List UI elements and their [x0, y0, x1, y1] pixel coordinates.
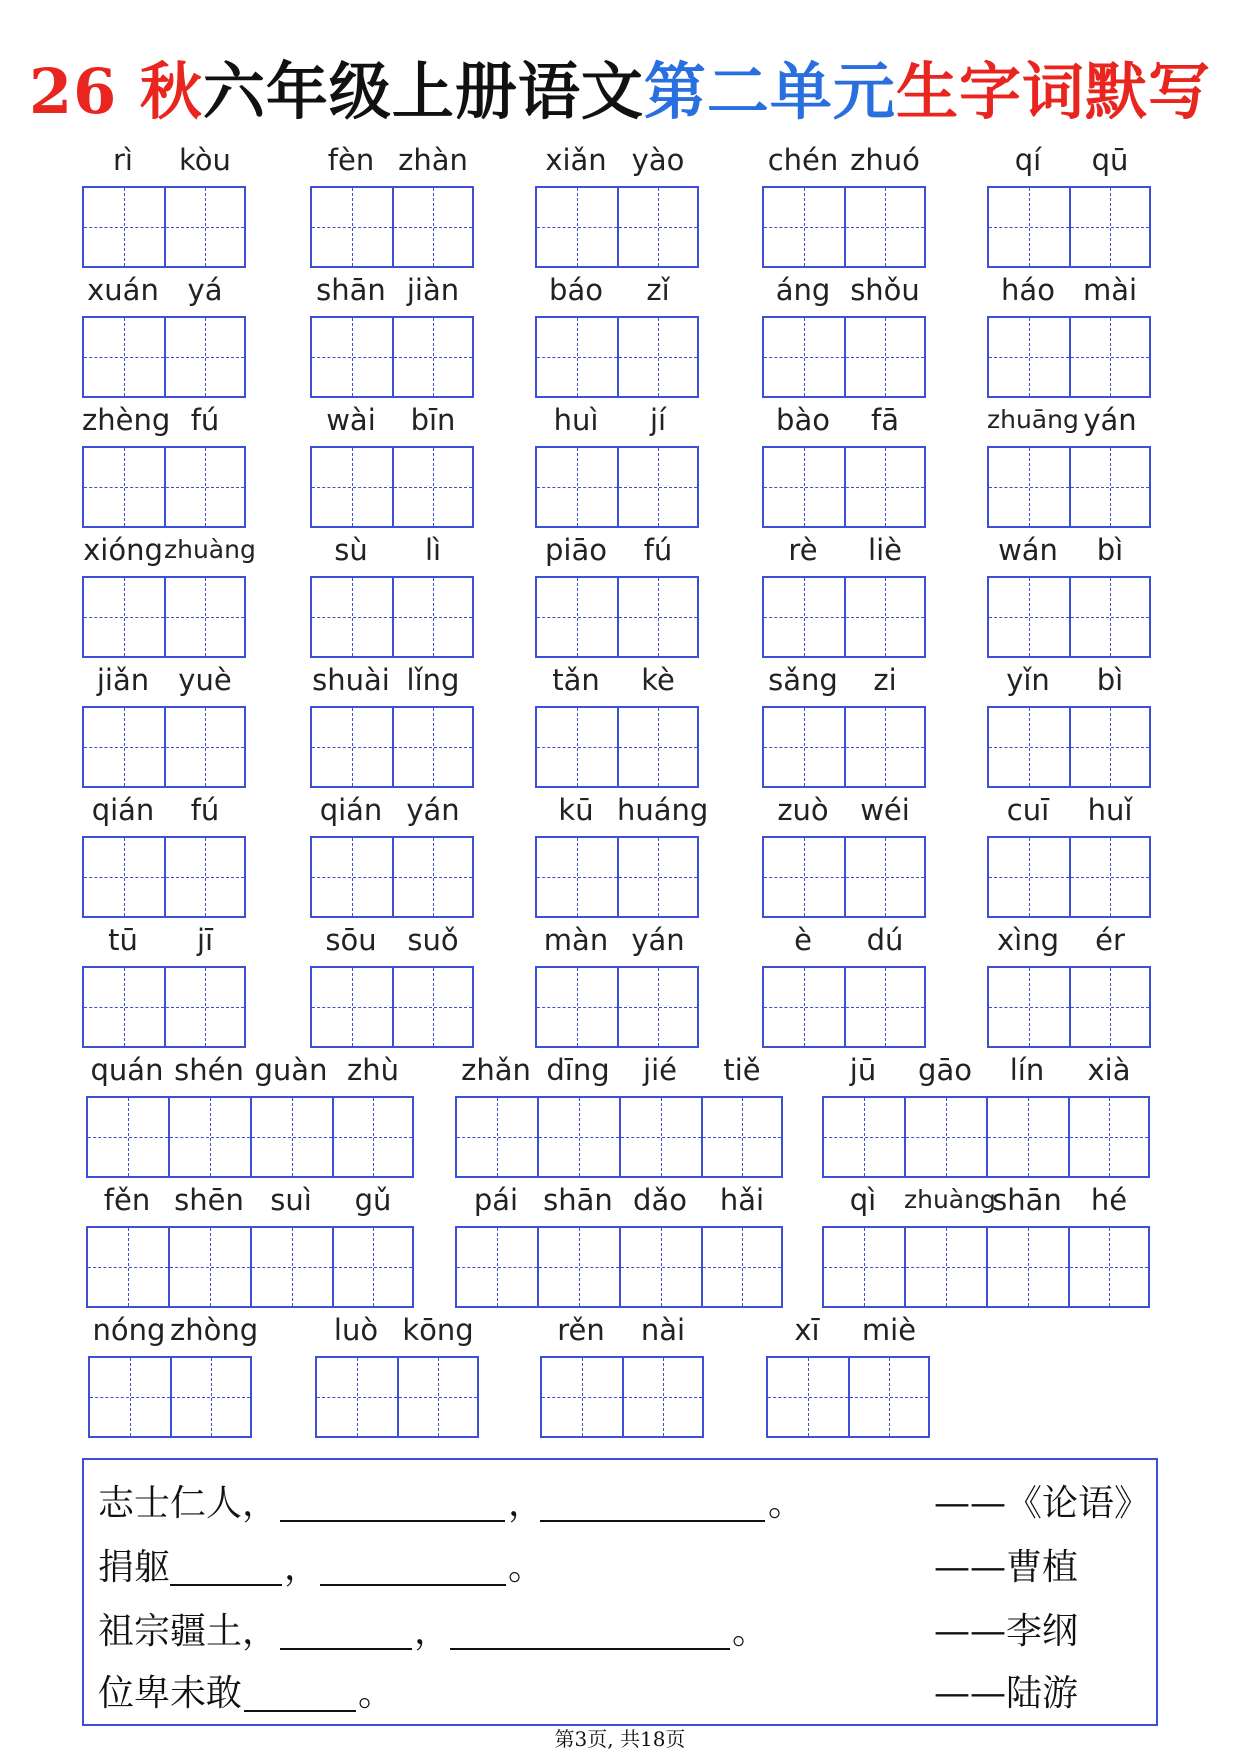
pinyin-label: xià	[1087, 1053, 1131, 1087]
pinyin-label: rè	[788, 533, 818, 567]
character-box[interactable]	[1069, 576, 1151, 658]
pinyin-label: sù	[334, 533, 368, 567]
poem-line-3-author: ——李纲	[934, 1611, 1079, 1652]
pinyin-label: tǎn	[552, 663, 600, 697]
pinyin-label: zhù	[347, 1053, 399, 1087]
pinyin-label: yá	[187, 273, 223, 307]
pinyin-label: zǐ	[646, 273, 670, 307]
character-box[interactable]	[392, 186, 474, 268]
poem-line-2-end: 。	[508, 1547, 545, 1588]
poem-line-1-blank-1[interactable]	[280, 1520, 505, 1522]
character-box[interactable]	[392, 316, 474, 398]
character-box[interactable]	[762, 706, 846, 788]
poem-line-1-end: 。	[768, 1483, 805, 1524]
pinyin-label: fèn	[327, 143, 375, 177]
pinyin-label: zhàn	[398, 143, 468, 177]
character-box[interactable]	[701, 1226, 783, 1308]
pinyin-label: wài	[326, 403, 376, 437]
character-box[interactable]	[310, 576, 394, 658]
pinyin-label: xiǎn	[545, 143, 607, 177]
character-box[interactable]	[766, 1356, 850, 1438]
poem-line-4-text: 位卑未敢	[98, 1673, 243, 1714]
poem-line-2-blank-1[interactable]	[170, 1584, 282, 1586]
character-box[interactable]	[397, 1356, 479, 1438]
character-box[interactable]	[455, 1226, 539, 1308]
pinyin-label: suǒ	[407, 923, 459, 957]
pinyin-label: dǎo	[633, 1183, 687, 1217]
title-topic: 生字词默写	[895, 55, 1211, 128]
character-box[interactable]	[535, 186, 619, 268]
character-box[interactable]	[762, 966, 846, 1048]
pinyin-label: màn	[543, 923, 609, 957]
pinyin-label: shuài	[312, 663, 390, 697]
character-box[interactable]	[904, 1096, 988, 1178]
pinyin-label: jié	[643, 1053, 677, 1087]
character-box[interactable]	[987, 186, 1071, 268]
poem-line-3-end: 。	[732, 1611, 769, 1652]
pinyin-label: jiàn	[406, 273, 460, 307]
poem-line-3-blank-2[interactable]	[450, 1648, 730, 1650]
character-box[interactable]	[987, 706, 1071, 788]
pinyin-label: dú	[866, 923, 904, 957]
pinyin-label: bì	[1096, 663, 1124, 697]
pinyin-label: qū	[1091, 143, 1129, 177]
character-box[interactable]	[168, 1226, 252, 1308]
pinyin-label: fěn	[103, 1183, 151, 1217]
character-box[interactable]	[535, 966, 619, 1048]
character-box[interactable]	[392, 706, 474, 788]
pinyin-label: xī	[794, 1313, 820, 1347]
poem-line-2-blank-2[interactable]	[320, 1584, 506, 1586]
pinyin-label: jiǎn	[96, 663, 150, 697]
pinyin-label: fā	[871, 403, 899, 437]
character-box[interactable]	[392, 966, 474, 1048]
pinyin-label: pái	[473, 1183, 519, 1217]
character-box[interactable]	[164, 186, 246, 268]
pinyin-label: mài	[1082, 273, 1138, 307]
character-box[interactable]	[762, 316, 846, 398]
pinyin-label: lín	[1009, 1053, 1045, 1087]
character-box[interactable]	[310, 446, 394, 528]
pinyin-label: nài	[640, 1313, 686, 1347]
character-box[interactable]	[844, 186, 926, 268]
character-box[interactable]	[844, 316, 926, 398]
character-box[interactable]	[535, 576, 619, 658]
pinyin-label: qì	[849, 1183, 877, 1217]
pinyin-label: tiě	[723, 1053, 761, 1087]
pinyin-label: tū	[108, 923, 138, 957]
character-box[interactable]	[164, 836, 246, 918]
pinyin-label: nóng	[92, 1313, 166, 1347]
poem-line-3-sep: ，	[414, 1611, 451, 1652]
character-box[interactable]	[617, 186, 699, 268]
pinyin-label: è	[794, 923, 812, 957]
character-box[interactable]	[1069, 966, 1151, 1048]
pinyin-label: chén	[767, 143, 839, 177]
pinyin-label: zhǎn	[461, 1053, 531, 1087]
character-box[interactable]	[250, 1096, 334, 1178]
pinyin-label: xióng	[83, 533, 163, 567]
character-box[interactable]	[1069, 186, 1151, 268]
pinyin-label: bīn	[410, 403, 456, 437]
pinyin-label: kòu	[179, 143, 231, 177]
poem-line-4-blank-1[interactable]	[244, 1710, 356, 1712]
character-box[interactable]	[537, 1226, 621, 1308]
pinyin-label: miè	[861, 1313, 917, 1347]
pinyin-label: zhòng	[170, 1313, 259, 1347]
character-box[interactable]	[535, 836, 619, 918]
pinyin-label: yán	[406, 793, 460, 827]
pinyin-label: lì	[424, 533, 442, 567]
pinyin-label: áng	[775, 273, 831, 307]
character-box[interactable]	[844, 576, 926, 658]
character-box[interactable]	[986, 1226, 1070, 1308]
title-year: 26 秋	[29, 55, 203, 128]
character-box[interactable]	[392, 836, 474, 918]
pinyin-label: xìng	[996, 923, 1059, 957]
character-box[interactable]	[844, 446, 926, 528]
pinyin-label: jī	[196, 923, 214, 957]
pinyin-label: kōng	[402, 1313, 474, 1347]
character-box[interactable]	[986, 1096, 1070, 1178]
pinyin-label: yán	[1083, 403, 1137, 437]
pinyin-label: jū	[849, 1053, 877, 1087]
pinyin-label: kè	[641, 663, 675, 697]
pinyin-label: zuò	[777, 793, 829, 827]
pinyin-label: zhuāng	[987, 405, 1079, 434]
character-box[interactable]	[170, 1356, 252, 1438]
title-grade: 六年级上册语文	[202, 55, 644, 128]
character-box[interactable]	[392, 446, 474, 528]
poem-line-3-blank-1[interactable]	[280, 1648, 412, 1650]
pinyin-label: bào	[776, 403, 830, 437]
pinyin-label: hǎi	[719, 1183, 765, 1217]
pinyin-label: qián	[91, 793, 155, 827]
pinyin-label: shān	[316, 273, 386, 307]
character-box[interactable]	[392, 576, 474, 658]
poem-box	[82, 1458, 1158, 1726]
poem-line-1-text: 志士仁人，	[98, 1483, 279, 1524]
character-box[interactable]	[987, 446, 1071, 528]
character-box[interactable]	[701, 1096, 783, 1178]
character-box[interactable]	[310, 316, 394, 398]
pinyin-label: quán	[90, 1053, 164, 1087]
pinyin-label: hé	[1090, 1183, 1128, 1217]
pinyin-label: shén	[174, 1053, 244, 1087]
pinyin-label: fú	[190, 793, 220, 827]
pinyin-label: fú	[190, 403, 220, 437]
character-box[interactable]	[1068, 1226, 1150, 1308]
pinyin-label: guàn	[254, 1053, 328, 1087]
character-box[interactable]	[164, 316, 246, 398]
pinyin-label: luò	[333, 1313, 379, 1347]
character-box[interactable]	[762, 186, 846, 268]
character-box[interactable]	[762, 836, 846, 918]
character-box[interactable]	[1069, 706, 1151, 788]
character-box[interactable]	[164, 706, 246, 788]
pinyin-label: rěn	[557, 1313, 605, 1347]
character-box[interactable]	[1069, 316, 1151, 398]
character-box[interactable]	[844, 966, 926, 1048]
character-box[interactable]	[617, 966, 699, 1048]
pinyin-label: zhuó	[850, 143, 920, 177]
character-box[interactable]	[86, 1226, 170, 1308]
character-box[interactable]	[310, 836, 394, 918]
pinyin-label: báo	[549, 273, 603, 307]
character-box[interactable]	[82, 576, 166, 658]
character-box[interactable]	[762, 446, 846, 528]
pinyin-label: suì	[270, 1183, 312, 1217]
character-box[interactable]	[535, 446, 619, 528]
poem-line-3-text: 祖宗疆土，	[98, 1611, 279, 1652]
character-box[interactable]	[332, 1226, 414, 1308]
character-box[interactable]	[82, 836, 166, 918]
character-box[interactable]	[987, 836, 1071, 918]
pinyin-label: dīng	[546, 1053, 610, 1087]
pinyin-label: sōu	[325, 923, 377, 957]
pinyin-label: sǎng	[768, 663, 838, 697]
character-box[interactable]	[315, 1356, 399, 1438]
pinyin-label: fú	[643, 533, 673, 567]
character-box[interactable]	[310, 186, 394, 268]
page-footer: 第3页, 共18页	[554, 1727, 686, 1751]
character-box[interactable]	[82, 186, 166, 268]
character-box[interactable]	[164, 446, 246, 528]
pinyin-label: qián	[319, 793, 383, 827]
character-box[interactable]	[617, 316, 699, 398]
character-box[interactable]	[619, 1096, 703, 1178]
character-box[interactable]	[1069, 446, 1151, 528]
pinyin-label: xuán	[87, 273, 159, 307]
pinyin-label: shān	[992, 1183, 1062, 1217]
character-box[interactable]	[535, 706, 619, 788]
character-box[interactable]	[82, 966, 166, 1048]
poem-line-1-sep: ，	[508, 1483, 545, 1524]
character-box[interactable]	[455, 1096, 539, 1178]
pinyin-label: rì	[113, 143, 133, 177]
pinyin-label: kū	[558, 793, 594, 827]
pinyin-label: háo	[1001, 273, 1055, 307]
pinyin-label: shān	[543, 1183, 613, 1217]
character-box[interactable]	[540, 1356, 624, 1438]
pinyin-label: huǐ	[1087, 793, 1133, 827]
poem-line-2-text: 捐躯	[98, 1547, 171, 1588]
pinyin-label: zhèng	[82, 403, 171, 437]
character-box[interactable]	[822, 1226, 906, 1308]
pinyin-label: cuī	[1006, 793, 1050, 827]
poem-line-2-author: ——曹植	[934, 1547, 1079, 1588]
character-box[interactable]	[535, 316, 619, 398]
character-box[interactable]	[822, 1096, 906, 1178]
pinyin-label: zi	[873, 663, 897, 697]
character-box[interactable]	[1069, 836, 1151, 918]
pinyin-label: ér	[1095, 923, 1125, 957]
pinyin-label: wán	[998, 533, 1058, 567]
character-box[interactable]	[619, 1226, 703, 1308]
character-box[interactable]	[82, 706, 166, 788]
character-box[interactable]	[987, 966, 1071, 1048]
pinyin-label: huì	[553, 403, 599, 437]
pinyin-label: huáng	[617, 793, 709, 827]
pinyin-label: piāo	[545, 533, 607, 567]
pinyin-label: zhuàng	[164, 535, 256, 564]
pinyin-label: jí	[649, 403, 667, 437]
pinyin-label: gǔ	[354, 1183, 392, 1217]
pinyin-label: yào	[631, 143, 685, 177]
character-box[interactable]	[617, 836, 699, 918]
title-unit: 第二单元	[643, 55, 896, 128]
character-box[interactable]	[250, 1226, 334, 1308]
character-box[interactable]	[86, 1096, 170, 1178]
character-box[interactable]	[617, 446, 699, 528]
pinyin-label: lǐng	[406, 663, 460, 697]
pinyin-label: gāo	[918, 1053, 972, 1087]
character-box[interactable]	[622, 1356, 704, 1438]
pinyin-label: yǐn	[1006, 663, 1050, 697]
character-box[interactable]	[537, 1096, 621, 1178]
character-box[interactable]	[310, 706, 394, 788]
poem-line-1-author: ——《论语》	[934, 1483, 1151, 1524]
pinyin-label: zhuàng	[904, 1185, 996, 1214]
poem-line-4-end: 。	[358, 1673, 395, 1714]
pinyin-label: shǒu	[850, 273, 920, 307]
character-box[interactable]	[844, 706, 926, 788]
character-box[interactable]	[164, 966, 246, 1048]
character-box[interactable]	[88, 1356, 172, 1438]
character-box[interactable]	[762, 576, 846, 658]
pinyin-label: liè	[868, 533, 902, 567]
character-box[interactable]	[848, 1356, 930, 1438]
character-box[interactable]	[168, 1096, 252, 1178]
character-box[interactable]	[844, 836, 926, 918]
character-box[interactable]	[904, 1226, 988, 1308]
character-box[interactable]	[82, 316, 166, 398]
pinyin-label: shēn	[174, 1183, 244, 1217]
pinyin-label: bì	[1096, 533, 1124, 567]
character-box[interactable]	[617, 576, 699, 658]
pinyin-label: yuè	[178, 663, 232, 697]
character-box[interactable]	[332, 1096, 414, 1178]
character-box[interactable]	[310, 966, 394, 1048]
character-box[interactable]	[617, 706, 699, 788]
character-box[interactable]	[164, 576, 246, 658]
pinyin-label: yán	[631, 923, 685, 957]
pinyin-label: wéi	[860, 793, 910, 827]
character-box[interactable]	[82, 446, 166, 528]
poem-line-4-author: ——陆游	[934, 1673, 1079, 1714]
character-box[interactable]	[1068, 1096, 1150, 1178]
pinyin-label: qí	[1014, 143, 1042, 177]
character-box[interactable]	[987, 576, 1071, 658]
poem-line-2-sep: ，	[284, 1547, 321, 1588]
poem-line-1-blank-2[interactable]	[540, 1520, 765, 1522]
page-title	[0, 52, 1240, 132]
character-box[interactable]	[987, 316, 1071, 398]
